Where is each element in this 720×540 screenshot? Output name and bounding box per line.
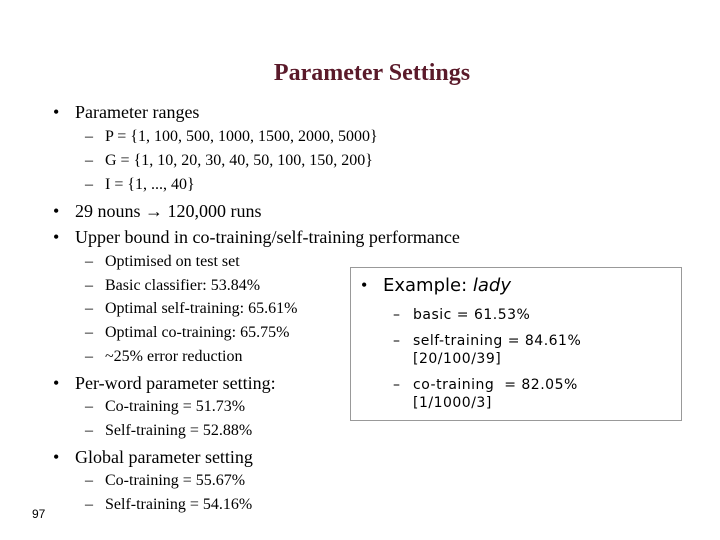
dash-marker: – [393, 333, 401, 349]
example-heading [361, 275, 511, 296]
dash-marker: – [85, 277, 93, 294]
sub-item-per-word-co-training [85, 398, 246, 416]
sub-item-text: Self-training = 54.16% [105, 496, 253, 513]
example-label: Example: [383, 275, 473, 296]
sub-item-per-word-self-training [85, 422, 253, 440]
example-item-text: self-training = 84.61% [413, 333, 582, 349]
sub-item-optimal-self-training [85, 300, 298, 318]
sub-item-text: G = {1, 10, 20, 30, 40, 50, 100, 150, 200} [105, 152, 373, 169]
sub-item-text: P = {1, 100, 500, 1000, 1500, 2000, 5000} [105, 128, 378, 145]
bullet-parameter-ranges [53, 102, 200, 123]
bullet-text: Upper bound in co-training/self-training performance [75, 227, 460, 247]
sub-item-global-co-training [85, 472, 246, 490]
sub-item-optimal-co-training [85, 324, 290, 342]
bullet-marker: • [53, 201, 60, 221]
example-item-basic [393, 307, 531, 323]
example-item-self-training-params: [20/100/39] [413, 351, 502, 367]
sub-item-basic-classifier [85, 277, 261, 295]
bullet-marker: • [361, 275, 368, 295]
bullet-marker: • [53, 102, 60, 122]
sub-item-text: I = {1, ..., 40} [105, 176, 195, 193]
bullet-global-setting [53, 447, 253, 468]
dash-marker: – [85, 300, 93, 317]
bullet-text: Parameter ranges [75, 102, 200, 122]
dash-marker: – [85, 324, 93, 341]
dash-marker: – [85, 496, 93, 513]
example-item-co-training-params: [1/1000/3] [413, 395, 492, 411]
bullet-text: Per-word parameter setting: [75, 373, 276, 393]
example-item-co-training [393, 377, 578, 393]
dash-marker: – [85, 128, 93, 145]
sub-item-text: Optimal self-training: 65.61% [105, 300, 298, 317]
dash-marker: – [85, 253, 93, 270]
dash-marker: – [393, 377, 401, 393]
sub-item-g-range [85, 152, 373, 170]
page-number: 97 [32, 507, 46, 521]
dash-marker: – [85, 348, 93, 365]
bullet-per-word-setting [53, 373, 276, 394]
dash-marker: – [85, 152, 93, 169]
dash-marker: – [85, 422, 93, 439]
bullet-marker: • [53, 373, 60, 393]
bullet-marker: • [53, 227, 60, 247]
example-item-text: basic = 61.53% [413, 307, 531, 323]
example-box [350, 267, 682, 421]
bullet-marker: • [53, 447, 60, 467]
sub-item-text: Co-training = 51.73% [105, 398, 246, 415]
sub-item-error-reduction [85, 348, 243, 366]
bullet-text: Global parameter setting [75, 447, 253, 467]
sub-item-text: ~25% error reduction [105, 348, 243, 365]
sub-item-text: Co-training = 55.67% [105, 472, 246, 489]
dash-marker: – [393, 307, 401, 323]
sub-item-p-range [85, 128, 378, 146]
sub-item-i-range [85, 176, 195, 194]
bullet-nouns-runs [53, 201, 262, 222]
sub-item-text: Optimised on test set [105, 253, 240, 270]
bullet-upper-bound [53, 227, 460, 248]
sub-item-text: Basic classifier: 53.84% [105, 277, 261, 294]
dash-marker: – [85, 176, 93, 193]
bullet-text: 29 nouns → 120,000 runs [75, 201, 262, 221]
slide-title: Parameter Settings [273, 60, 471, 86]
dash-marker: – [85, 472, 93, 489]
example-word: lady [472, 275, 511, 296]
sub-item-global-self-training [85, 496, 253, 514]
example-item-text: co-training = 82.05% [413, 377, 578, 393]
example-item-self-training [393, 333, 582, 349]
sub-item-text: Self-training = 52.88% [105, 422, 253, 439]
sub-item-optimised [85, 253, 240, 271]
sub-item-text: Optimal co-training: 65.75% [105, 324, 290, 341]
dash-marker: – [85, 398, 93, 415]
